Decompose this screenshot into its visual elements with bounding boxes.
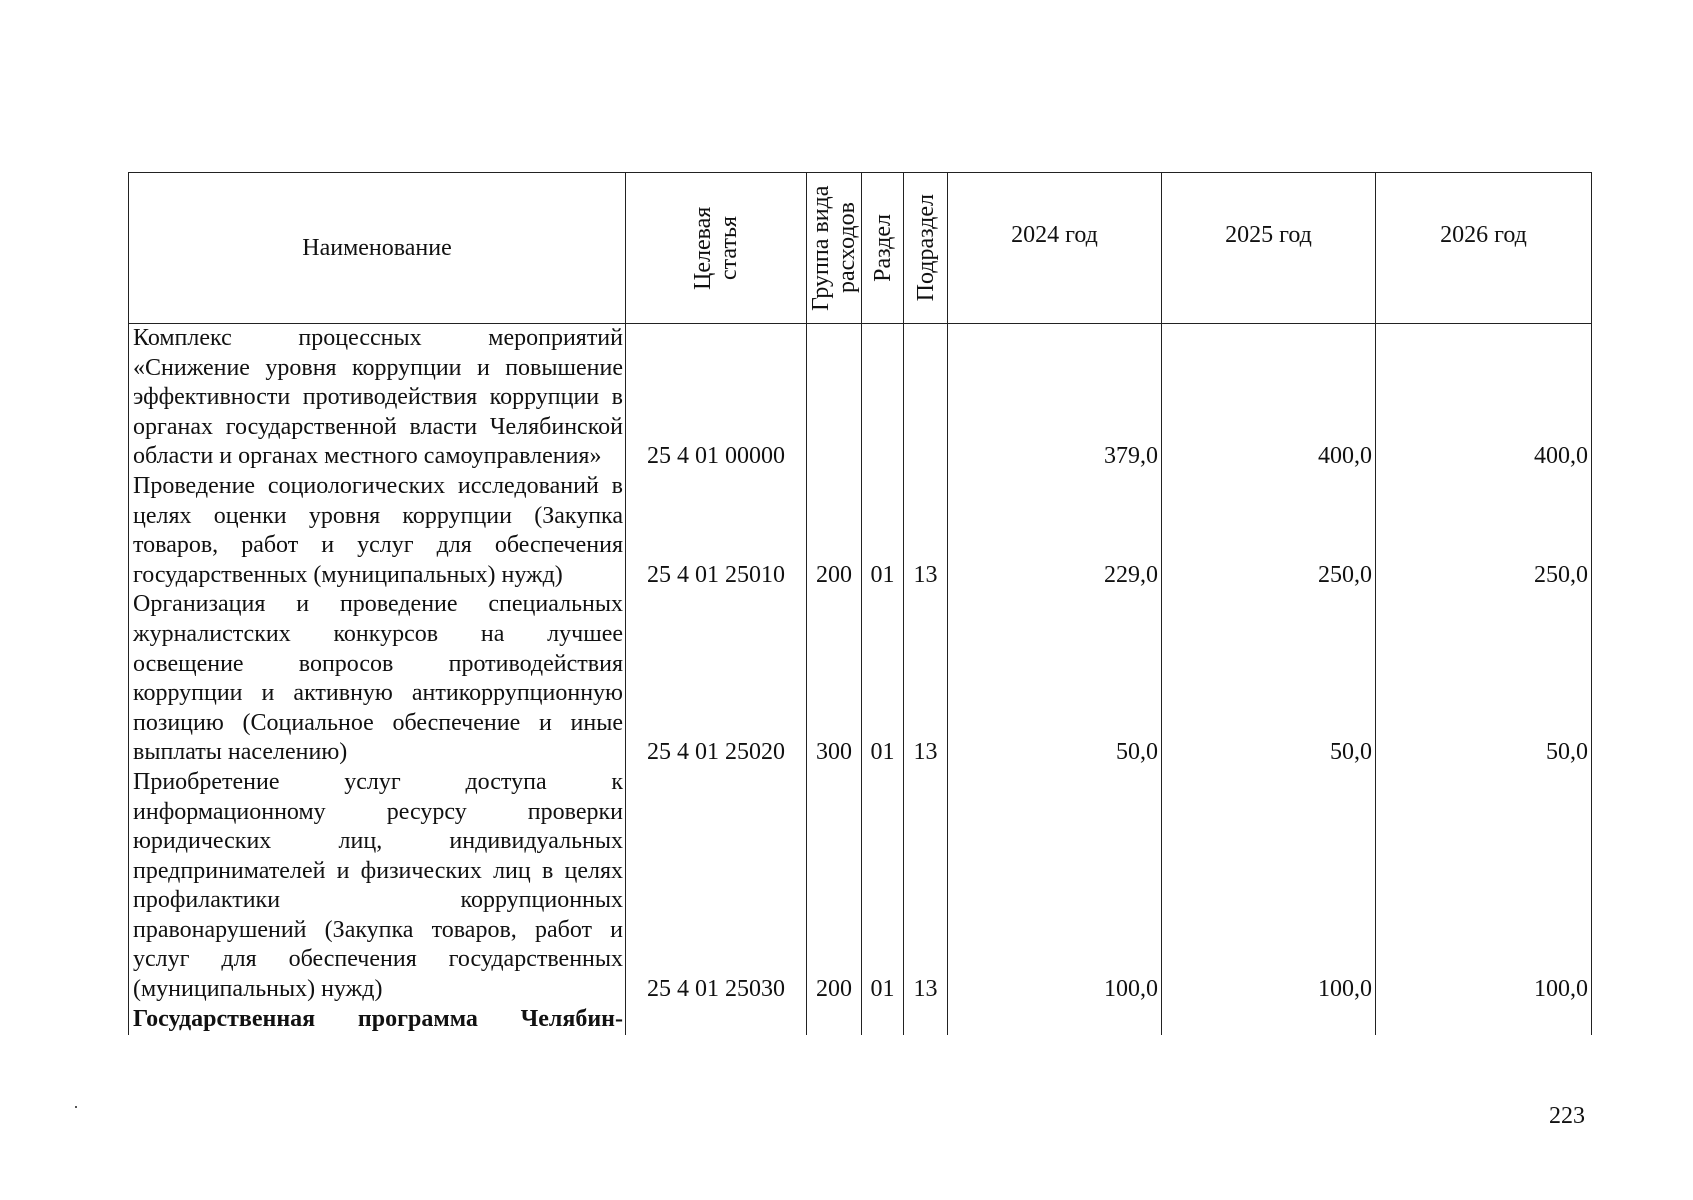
row-2026: 400,0 bbox=[1376, 324, 1592, 472]
table-row bbox=[129, 472, 1592, 590]
empty-cell bbox=[1376, 1005, 1592, 1035]
row-section: 01 bbox=[862, 768, 904, 1005]
table-header-row bbox=[129, 173, 1592, 324]
row-name-continued: Государственная программа Челябин- bbox=[129, 1005, 626, 1035]
row-target: 25 4 01 25010 bbox=[626, 472, 807, 590]
table-row-continued bbox=[129, 1005, 1592, 1035]
table-row bbox=[129, 768, 1592, 1005]
row-target: 25 4 01 25030 bbox=[626, 768, 807, 1005]
row-section: 01 bbox=[862, 590, 904, 768]
header-subsection: Подраздел bbox=[904, 173, 948, 324]
row-2025: 400,0 bbox=[1162, 324, 1376, 472]
header-target: Целевая статья bbox=[626, 173, 807, 324]
table-row bbox=[129, 590, 1592, 768]
row-2024: 100,0 bbox=[948, 768, 1162, 1005]
row-subsection: 13 bbox=[904, 768, 948, 1005]
header-expense-group: Группа вида расходов bbox=[807, 173, 862, 324]
empty-cell bbox=[807, 1005, 862, 1035]
row-subsection: 13 bbox=[904, 472, 948, 590]
empty-cell bbox=[626, 1005, 807, 1035]
empty-cell bbox=[948, 1005, 1162, 1035]
row-subsection: 13 bbox=[904, 590, 948, 768]
row-expense-group bbox=[807, 324, 862, 472]
row-target: 25 4 01 00000 bbox=[626, 324, 807, 472]
row-2025: 250,0 bbox=[1162, 472, 1376, 590]
row-expense-group: 300 bbox=[807, 590, 862, 768]
row-2026: 250,0 bbox=[1376, 472, 1592, 590]
empty-cell bbox=[862, 1005, 904, 1035]
empty-cell bbox=[1162, 1005, 1376, 1035]
budget-table bbox=[128, 172, 1592, 1035]
header-name: Наименование bbox=[129, 173, 626, 324]
header-2026: 2026 год bbox=[1376, 173, 1592, 324]
row-expense-group: 200 bbox=[807, 768, 862, 1005]
row-name: Организация и проведение специальных журналистских конкурсов на лучшее освещение вопросов противодействия коррупции и активную антикоррупционную позицию (Социальное обеспечение и иные выплаты населению) bbox=[129, 590, 626, 768]
header-section: Раздел bbox=[862, 173, 904, 324]
row-section: 01 bbox=[862, 472, 904, 590]
row-name: Приобретение услуг доступа к информационному ресурсу проверки юридических лиц, индивидуальных предпринимателей и физических лиц в целях профилактики коррупционных правонарушений (Закупка товаров, работ и услуг для обеспечения государственных (муниципальных) нужд) bbox=[129, 768, 626, 1005]
row-section bbox=[862, 324, 904, 472]
row-2024: 379,0 bbox=[948, 324, 1162, 472]
empty-cell bbox=[904, 1005, 948, 1035]
row-name: Проведение социологических исследований в целях оценки уровня коррупции (Закупка товаров, работ и услуг для обеспечения государственных (муниципальных) нужд) bbox=[129, 472, 626, 590]
row-target: 25 4 01 25020 bbox=[626, 590, 807, 768]
row-2024: 50,0 bbox=[948, 590, 1162, 768]
row-expense-group: 200 bbox=[807, 472, 862, 590]
row-name: Комплекс процессных мероприятий «Снижение уровня коррупции и повышение эффективности противодействия коррупции в органах государственной власти Челябинской области и органах местного самоуправления» bbox=[129, 324, 626, 472]
scan-speck bbox=[75, 1106, 77, 1108]
page-number: 223 bbox=[1549, 1103, 1585, 1129]
header-2024: 2024 год bbox=[948, 173, 1162, 324]
row-2025: 100,0 bbox=[1162, 768, 1376, 1005]
table-row bbox=[129, 324, 1592, 472]
row-2026: 50,0 bbox=[1376, 590, 1592, 768]
row-2025: 50,0 bbox=[1162, 590, 1376, 768]
row-2024: 229,0 bbox=[948, 472, 1162, 590]
header-2025: 2025 год bbox=[1162, 173, 1376, 324]
row-subsection bbox=[904, 324, 948, 472]
row-2026: 100,0 bbox=[1376, 768, 1592, 1005]
